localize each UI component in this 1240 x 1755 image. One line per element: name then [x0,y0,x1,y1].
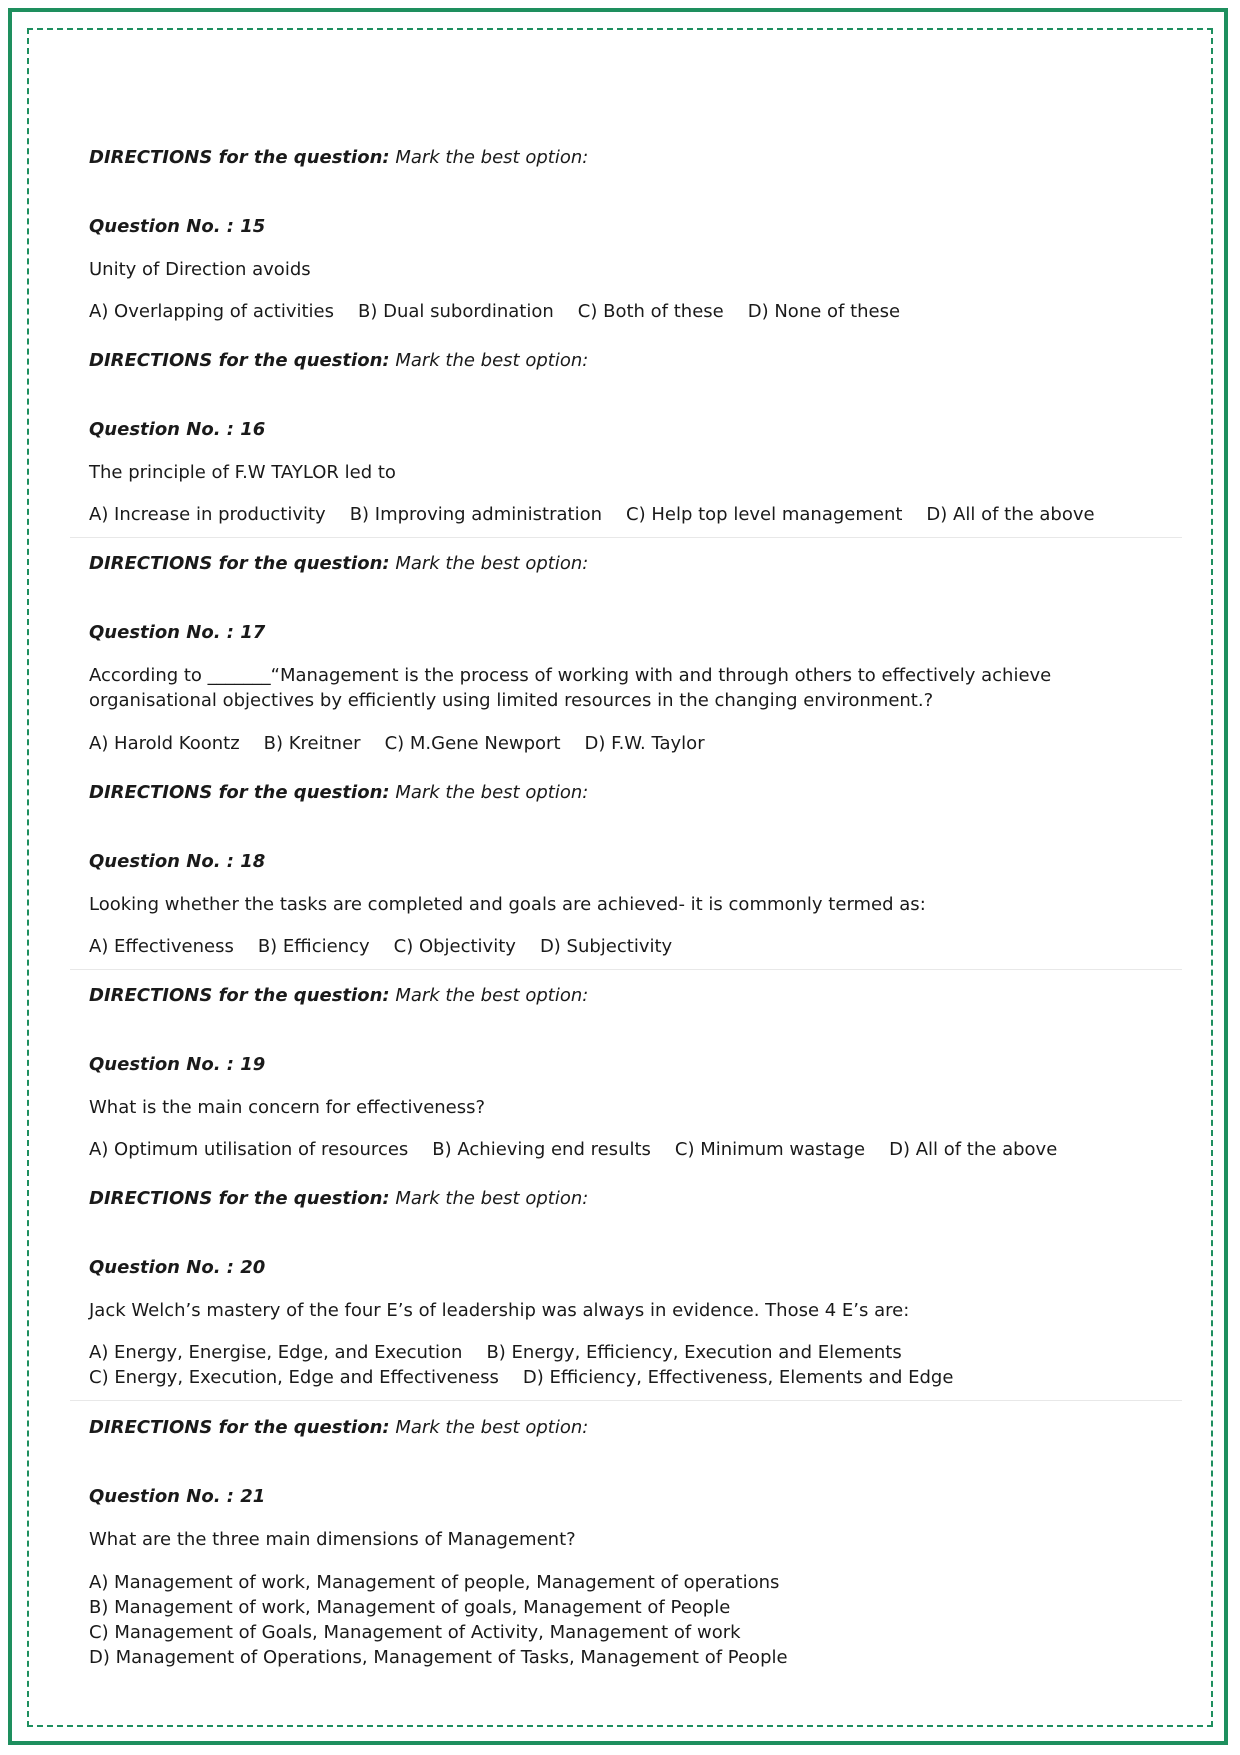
option-a[interactable]: A) Harold Koontz [89,733,240,754]
question-block-15 [89,145,1169,322]
option-b[interactable]: B) Kreitner [263,733,361,754]
option-c[interactable]: C) Objectivity [393,936,516,957]
question-text: Unity of Direction avoids [89,259,311,280]
option-d[interactable]: D) All of the above [926,504,1095,525]
options-row [89,1137,1139,1162]
question-text: Looking whether the tasks are completed and goals are achieved- it is commonly termed as: [89,894,926,915]
divider [70,969,1182,970]
question-text: What is the main concern for effectiveness? [89,1097,486,1118]
question-text: The principle of F.W TAYLOR led to [89,462,396,483]
option-d[interactable]: D) All of the above [889,1139,1058,1160]
option-d[interactable]: D) Management of Operations, Management of Tasks, Management of People [89,1647,788,1668]
option-a[interactable]: A) Optimum utilisation of resources [89,1139,409,1160]
option-a[interactable]: A) Energy, Energise, Edge, and Execution [89,1342,463,1363]
directions-text: DIRECTIONS for the question: Mark the best option: [89,1188,589,1209]
option-d[interactable]: D) Efficiency, Effectiveness, Elements and Edge [522,1367,954,1388]
question-block-21 [89,1415,1169,1668]
option-b[interactable]: B) Efficiency [257,936,370,957]
question-number: Question No. : 19 [89,1054,266,1075]
option-c[interactable]: C) Minimum wastage [674,1139,866,1160]
option-c[interactable]: C) Management of Goals, Management of Activity, Management of work [89,1622,741,1643]
option-b[interactable]: B) Dual subordination [358,301,554,322]
question-text: According to _______“Management is the process of working with and through others to effectively achieve organisational objectives by efficiently using limited resources in the changing environment.? [89,665,1052,711]
option-d[interactable]: D) Subjectivity [539,936,673,957]
options-row [89,502,1139,527]
question-number: Question No. : 16 [89,419,266,440]
option-a[interactable]: A) Increase in productivity [89,504,326,525]
divider [70,1400,1182,1401]
question-number: Question No. : 15 [89,216,266,237]
question-number: Question No. : 20 [89,1257,266,1278]
option-d[interactable]: D) None of these [747,301,901,322]
divider [70,537,1182,538]
question-text: What are the three main dimensions of Management? [89,1529,576,1550]
option-b[interactable]: B) Improving administration [349,504,603,525]
question-block-16 [89,348,1169,525]
option-a[interactable]: A) Management of work, Management of people, Management of operations [89,1572,780,1593]
option-c[interactable]: C) M.Gene Newport [384,733,561,754]
options-row [89,731,1139,756]
options-row [89,299,1139,324]
directions-text: DIRECTIONS for the question: Mark the best option: [89,553,589,574]
options-list [89,1570,1139,1670]
directions-text: DIRECTIONS for the question: Mark the best option: [89,147,589,168]
question-block-20 [89,1186,1169,1388]
option-c[interactable]: C) Energy, Execution, Edge and Effectiveness [89,1367,499,1388]
options-row [89,934,1139,959]
options-row [89,1340,969,1390]
question-number: Question No. : 17 [89,622,266,643]
question-block-17 [89,551,1169,754]
question-block-19 [89,983,1169,1160]
page-border-inner [27,28,1213,1727]
directions-text: DIRECTIONS for the question: Mark the best option: [89,985,589,1006]
question-number: Question No. : 18 [89,851,266,872]
directions-text: DIRECTIONS for the question: Mark the best option: [89,1417,589,1438]
option-c[interactable]: C) Both of these [577,301,724,322]
option-d[interactable]: D) F.W. Taylor [584,733,705,754]
option-b[interactable]: B) Management of work, Management of goals, Management of People [89,1597,731,1618]
question-block-18 [89,780,1169,957]
option-a[interactable]: A) Effectiveness [89,936,234,957]
question-number: Question No. : 21 [89,1486,266,1507]
option-b[interactable]: B) Energy, Efficiency, Execution and Elements [486,1342,902,1363]
question-text: Jack Welch’s mastery of the four E’s of leadership was always in evidence. Those 4 E’s are: [89,1300,910,1321]
directions-text: DIRECTIONS for the question: Mark the best option: [89,782,589,803]
option-c[interactable]: C) Help top level management [626,504,903,525]
directions-text: DIRECTIONS for the question: Mark the best option: [89,350,589,371]
option-a[interactable]: A) Overlapping of activities [89,301,335,322]
option-b[interactable]: B) Achieving end results [432,1139,651,1160]
